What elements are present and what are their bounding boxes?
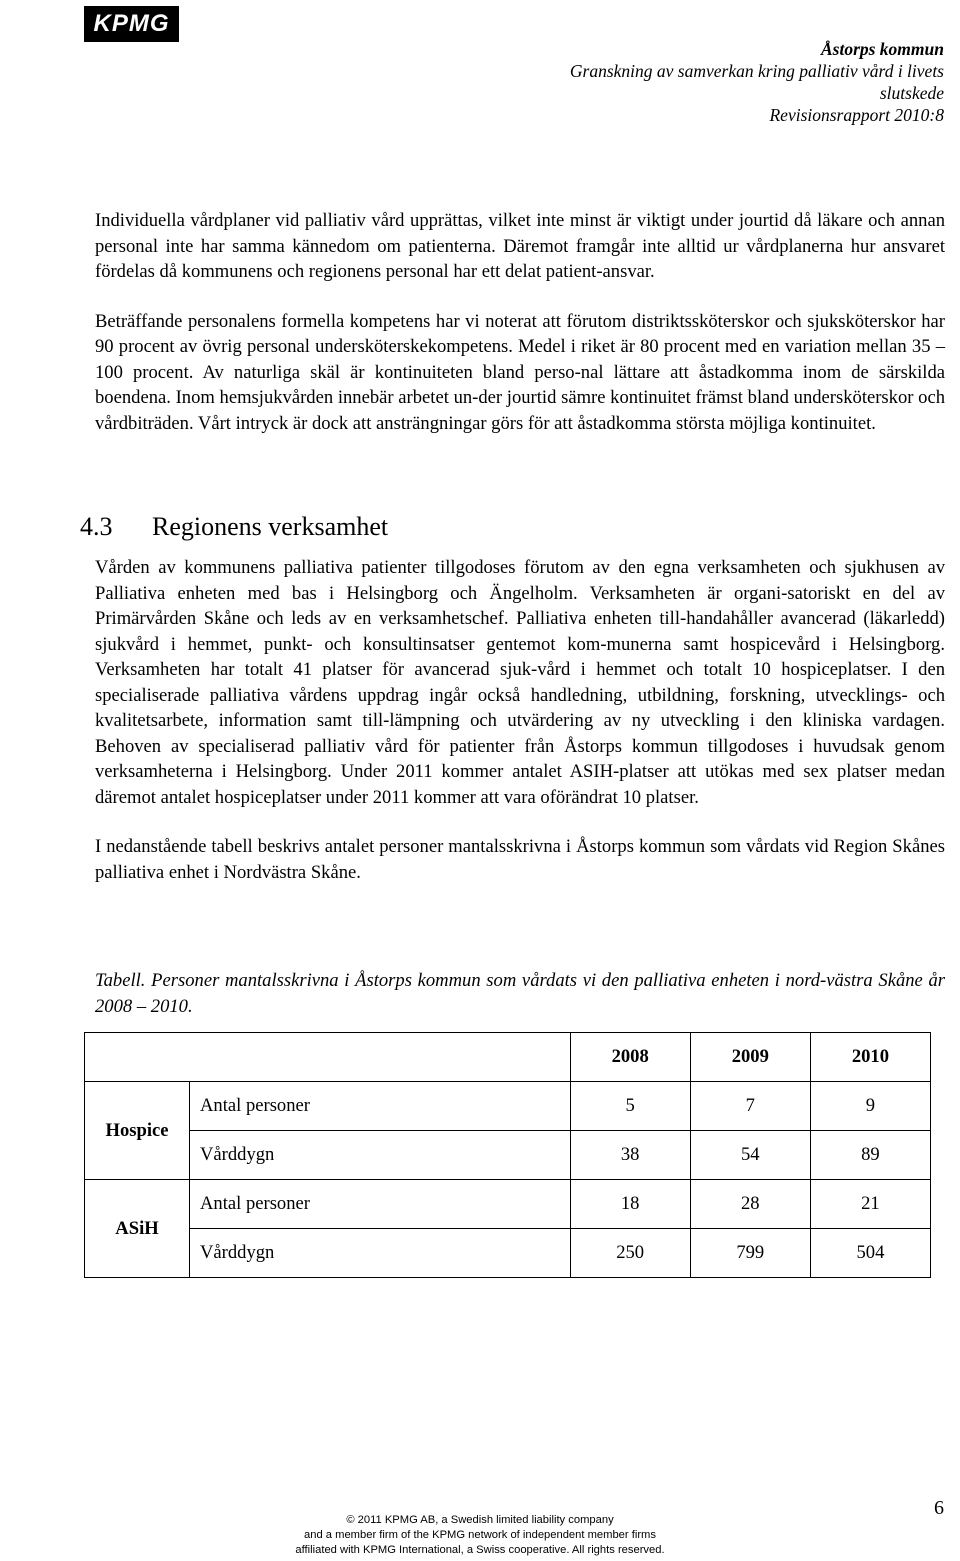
- footer-line: and a member firm of the KPMG network of independent member firms: [304, 1529, 656, 1541]
- row-label: Antal personer: [190, 1082, 571, 1131]
- table-cell: 89: [810, 1131, 930, 1180]
- table-header-empty: [85, 1033, 571, 1082]
- section-body: [95, 555, 945, 909]
- table-row: [85, 1131, 931, 1180]
- table-cell: 9: [810, 1082, 930, 1131]
- section-heading: [80, 510, 389, 544]
- header-subtitle-line2: slutskede: [879, 83, 944, 103]
- table-cell: 5: [570, 1082, 690, 1131]
- row-label: Vårddygn: [190, 1229, 571, 1278]
- table-cell: 21: [810, 1180, 930, 1229]
- table-header-row: [85, 1033, 931, 1082]
- paragraph-staff-competence: Beträffande personalens formella kompetens har vi noterat att förutom distriktssköterskor och sjuksköterskor har 90 procent av övrig personal undersköterskekompetens. Medel i riket är 80 procent med en variation mellan 35 – 100 procent. Av naturliga skäl är kontinuiteten bland perso-nal lättare att åstadkomma inom de särskilda boendena. Inom hemsjukvården innebär arbetet un-der jourtid sämre kontinuitet främst bland undersköterskor och vårdbiträden. Vårt intryck är dock att ansträngningar görs för att åstadkomma största möjliga kontinuitet.: [95, 310, 945, 434]
- table-row: [85, 1229, 931, 1278]
- header-report-number: Revisionsrapport 2010:8: [769, 105, 944, 125]
- table-cell: 18: [570, 1180, 690, 1229]
- row-label: Antal personer: [190, 1180, 571, 1229]
- table-cell: 504: [810, 1229, 930, 1278]
- header-title: Åstorps kommun: [820, 39, 944, 59]
- paragraph-care-plans: Individuella vårdplaner vid palliativ vård upprättas, vilket inte minst är viktigt under jourtid då läkare och annan personal inte har samma kännedom om patienterna. Däremot framgår inte alltid ur vårdplanerna hur ansvaret fördelas då kommunens och regionens personal har ett delat patient-ansvar.: [95, 210, 945, 282]
- footer-line: affiliated with KPMG International, a Swiss cooperative. All rights reserved.: [295, 1544, 665, 1556]
- body-text: [95, 208, 945, 460]
- section-title: Regionens verksamhet: [152, 512, 389, 541]
- kpmg-logo: KPMG: [84, 6, 179, 42]
- table-caption: Tabell. Personer mantalsskrivna i Åstorps kommun som vårdats vi den palliativa enheten i nord-västra Skåne år 2008 – 2010.: [95, 970, 945, 1017]
- year-2010-header: 2010: [810, 1033, 930, 1082]
- table-row: [85, 1082, 931, 1131]
- paragraph-region-activity: Vården av kommunens palliativa patienter tillgodoses förutom av den egna verksamheten och sjukhusen av Palliativa enheten med bas i Helsingborg och Ängelholm. Verksamheten är organi-satoriskt en del av Primärvården Skåne och leds av en verksamhetschef. Palliativa enheten till-handahåller avancerad (läkarledd) sjukvård i hemmet, punkt- och konsultinsatser gentemot kom-munerna samt hospicevård i Helsingborg. Verksamheten har totalt 41 platser för avancerad sjuk-vård i hemmet och totalt 10 hospiceplatser. I den specialiserade palliativa vårdens uppdrag ingår också handledning, utbildning, forskning, utvecklings- och kvalitetsarbete, information samt till-lämpning och utvärdering av ny utveckling i den kliniska vardagen. Behoven av specialiserad palliativ vård för patienter från Åstorps kommun tillgodoses i huvudsak genom verksamheterna i Helsingborg. Under 2011 kommer antalet ASIH-platser att utökas med sex platser medan däremot antalet hospiceplatser under 2011 kommer att vara oförändrat 10 platser.: [95, 557, 945, 808]
- table-cell: 54: [690, 1131, 810, 1180]
- paragraph-table-intro: I nedanstående tabell beskrivs antalet personer mantalsskrivna i Åstorps kommun som vårdats vid Region Skånes palliativa enhet i Nordvästra Skåne.: [95, 836, 945, 883]
- table-cell: 28: [690, 1180, 810, 1229]
- year-2009-header: 2009: [690, 1033, 810, 1082]
- patient-table: [84, 1032, 931, 1278]
- table-cell: 7: [690, 1082, 810, 1131]
- page-number: 6: [934, 1497, 944, 1519]
- copyright-footer: [260, 1513, 700, 1558]
- footer-line: © 2011 KPMG AB, a Swedish limited liability company: [346, 1514, 614, 1526]
- table-cell: 250: [570, 1229, 690, 1278]
- section-number: 4.3: [80, 512, 113, 541]
- table-cell: 799: [690, 1229, 810, 1278]
- table-cell: 38: [570, 1131, 690, 1180]
- group-hospice: Hospice: [85, 1082, 190, 1180]
- header-subtitle-line1: Granskning av samverkan kring palliativ vård i livets: [569, 61, 944, 81]
- row-label: Vårddygn: [190, 1131, 571, 1180]
- document-header: [544, 38, 944, 126]
- year-2008-header: 2008: [570, 1033, 690, 1082]
- table-row: [85, 1180, 931, 1229]
- group-asih: ASiH: [85, 1180, 190, 1278]
